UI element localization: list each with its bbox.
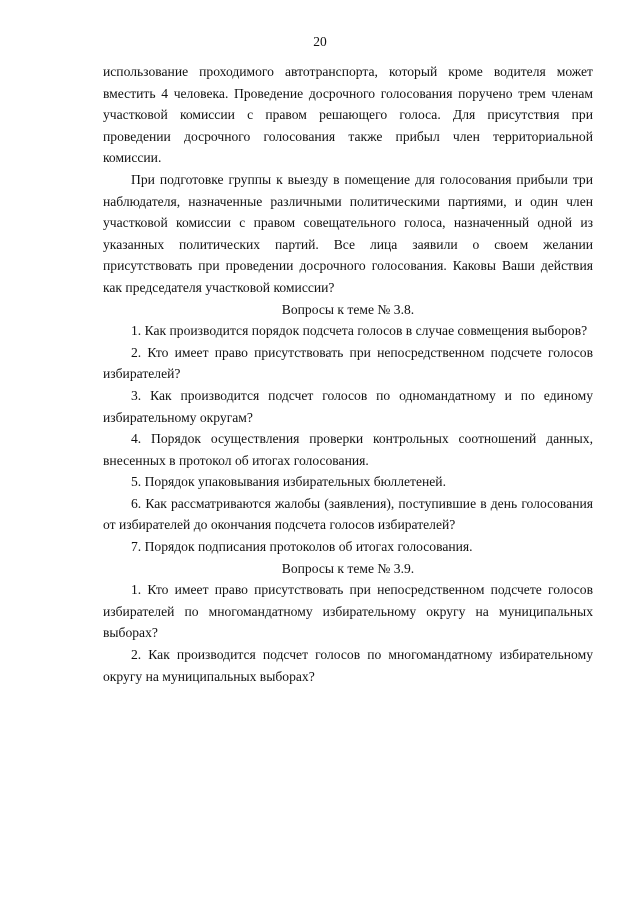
- question-3-9-1: 1. Кто имеет право присутствовать при непосредственном подсчете голосов избирателей по многомандатному избирательному округу на муниципальных выборах?: [103, 582, 593, 641]
- section-heading-3-9: Вопросы к теме № 3.9.: [281, 560, 415, 576]
- question-3-8-3: 3. Как производится подсчет голосов по одномандатному и по единому избирательному округам?: [103, 387, 593, 425]
- question-3-8-5: 5. Порядок упаковывания избирательных бюллетеней.: [131, 474, 446, 490]
- paragraph-continuation: использование проходимого автотранспорта, который кроме водителя может вместить 4 человека. Проведение досрочного голосования поручено трем членам участковой комиссии с правом решающего голоса. Для присутствия при проведении досрочного голосования также прибыл член территориальной комиссии.: [103, 64, 593, 166]
- page-number: 20: [313, 34, 327, 49]
- page-content: [103, 61, 593, 687]
- section-heading-3-8: Вопросы к теме № 3.8.: [281, 301, 415, 317]
- question-3-8-7: 7. Порядок подписания протоколов об итогах голосования.: [131, 539, 473, 555]
- question-3-9-2: 2. Как производится подсчет голосов по многомандатному избирательному округу на муниципальных выборах?: [103, 647, 593, 684]
- question-3-8-6: 6. Как рассматриваются жалобы (заявления), поступившие в день голосования от избирателей до окончания подсчета голосов избирателей?: [103, 495, 593, 533]
- paragraph-scenario: При подготовке группы к выезду в помещение для голосования прибыли три наблюдателя, назначенные различными политическими партиями, и один член участковой комиссии с правом совещательного голоса, назначенный одной из указанных политических партий. Все лица заявили о своем желании присутствовать при проведении досрочного голосования. Каковы Ваши действия как председателя участковой комиссии?: [103, 171, 593, 295]
- question-3-8-1: 1. Как производится порядок подсчета голосов в случае совмещения выборов?: [131, 323, 588, 339]
- question-3-8-4: 4. Порядок осуществления проверки контрольных соотношений данных, внесенных в протокол об итогах голосования.: [103, 431, 593, 468]
- question-3-8-2: 2. Кто имеет право присутствовать при непосредственном подсчете голосов избирателей?: [103, 344, 593, 382]
